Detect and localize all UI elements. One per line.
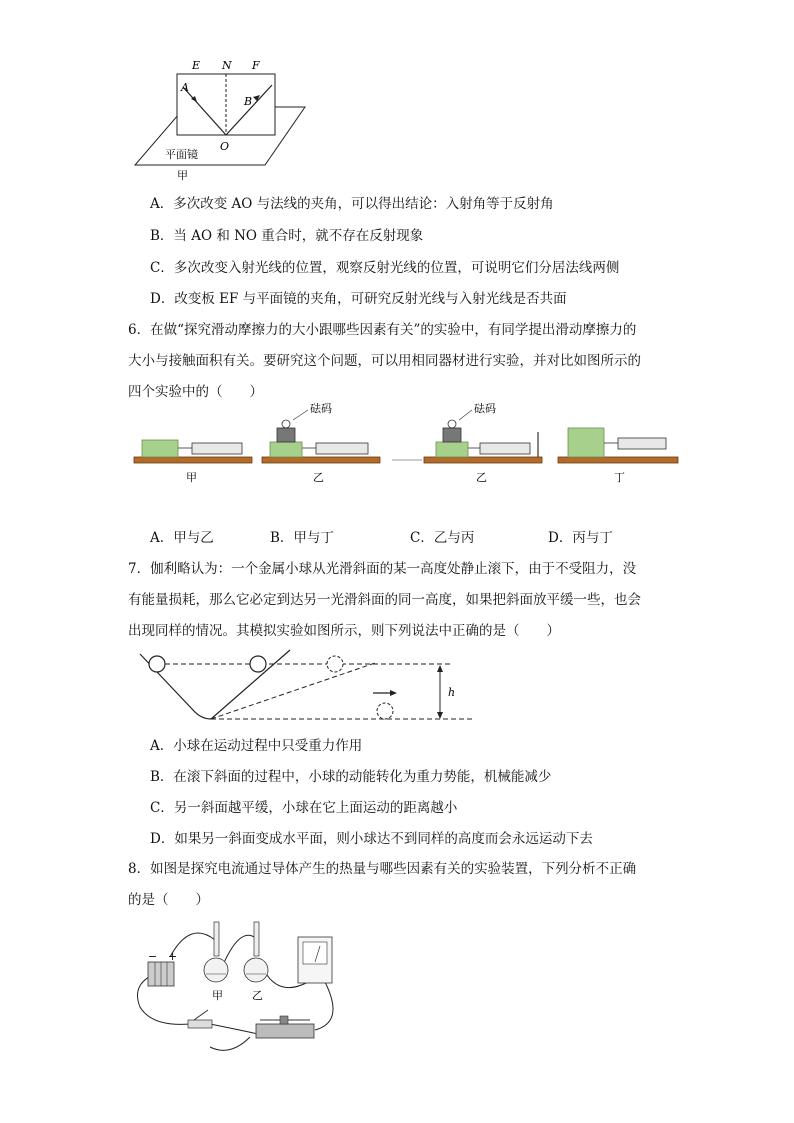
mirror-reflection-figure [125, 55, 325, 185]
label-f: F [252, 59, 260, 72]
q5-option-d: D．改变板 EF 与平面镜的夹角，可研究反射光线与入射光线是否共面 [150, 291, 567, 307]
battery-plus: + [168, 950, 178, 963]
q7-option-b: B．在滚下斜面的过程中，小球的动能转化为重力势能，机械能减少 [150, 769, 552, 785]
friction-experiment-figure [130, 402, 690, 492]
mirror-label: 平面镜 [165, 148, 198, 161]
q6-stem-line-1: 6．在做“探究滑动摩擦力的大小跟哪些因素有关”的实验中，有同学提出滑动摩擦力的 [128, 322, 637, 338]
q6-option-d: D．丙与丁 [548, 530, 613, 546]
weight-label-2: 砝码 [474, 402, 496, 415]
panel-jia [134, 440, 252, 484]
q5-option-c: C．多次改变入射光线的位置，观察反射光线的位置，可说明它们分居法线两侧 [150, 260, 620, 276]
q8-stem-line-2: 的是（ ） [128, 892, 209, 908]
flask-label-jia: 甲 [212, 989, 223, 1002]
q5-option-b: B．当 AO 和 NO 重合时，就不存在反射现象 [150, 228, 424, 244]
q6-stem-line-3: 四个实验中的（ ） [128, 384, 263, 400]
flask-label-yi: 乙 [252, 989, 263, 1002]
caption-jia: 甲 [186, 471, 197, 484]
caption-ding: 丁 [614, 471, 625, 484]
caption-yi-1: 乙 [313, 471, 324, 484]
figure-caption: 甲 [177, 169, 188, 182]
height-label: h [448, 686, 456, 699]
q6-stem-line-2: 大小与接触面积有关。要研究这个问题，可以用相同器材进行实验，并对比如图所示的 [128, 353, 641, 369]
weight-label-1: 砝码 [310, 402, 332, 415]
q7-option-a: A．小球在运动过程中只受重力作用 [150, 738, 363, 754]
q6-option-b: B．甲与丁 [270, 530, 334, 546]
q5-option-a: A．多次改变 AO 与法线的夹角，可以得出结论：入射角等于反射角 [150, 196, 554, 212]
q8-stem-line-1: 8．如图是探究电流通过导体产生的热量与哪些因素有关的实验装置，下列分析不正确 [128, 861, 637, 877]
label-b: B [244, 95, 253, 108]
q6-option-c: C．乙与丙 [410, 530, 475, 546]
panel-ding [558, 428, 678, 484]
panel-third [392, 401, 542, 484]
q7-stem-line-2: 有能量损耗，那么它必定到达另一光滑斜面的同一高度，如果把斜面放平缓一些，也会 [128, 592, 641, 608]
joule-heat-circuit-figure [130, 912, 350, 1057]
label-n: N [222, 59, 232, 72]
galileo-incline-figure [135, 648, 480, 728]
label-o: O [220, 140, 230, 153]
label-a: A [181, 81, 189, 94]
q7-option-d: D．如果另一斜面变成水平面，则小球达不到同样的高度而会永远运动下去 [150, 831, 593, 847]
q7-stem-line-3: 出现同样的情况。其模拟实验如图所示，则下列说法中正确的是（ ） [128, 623, 560, 639]
q6-option-a: A．甲与乙 [150, 530, 214, 546]
label-e: E [192, 59, 201, 72]
panel-yi [262, 401, 380, 484]
caption-yi-2: 乙 [476, 471, 487, 484]
battery-minus: − [148, 950, 158, 963]
q7-stem-line-1: 7．伽利略认为：一个金属小球从光滑斜面的某一高度处静止滚下，由于不受阻力，没 [128, 561, 637, 577]
q7-option-c: C．另一斜面越平缓，小球在它上面运动的距离越小 [150, 800, 458, 816]
